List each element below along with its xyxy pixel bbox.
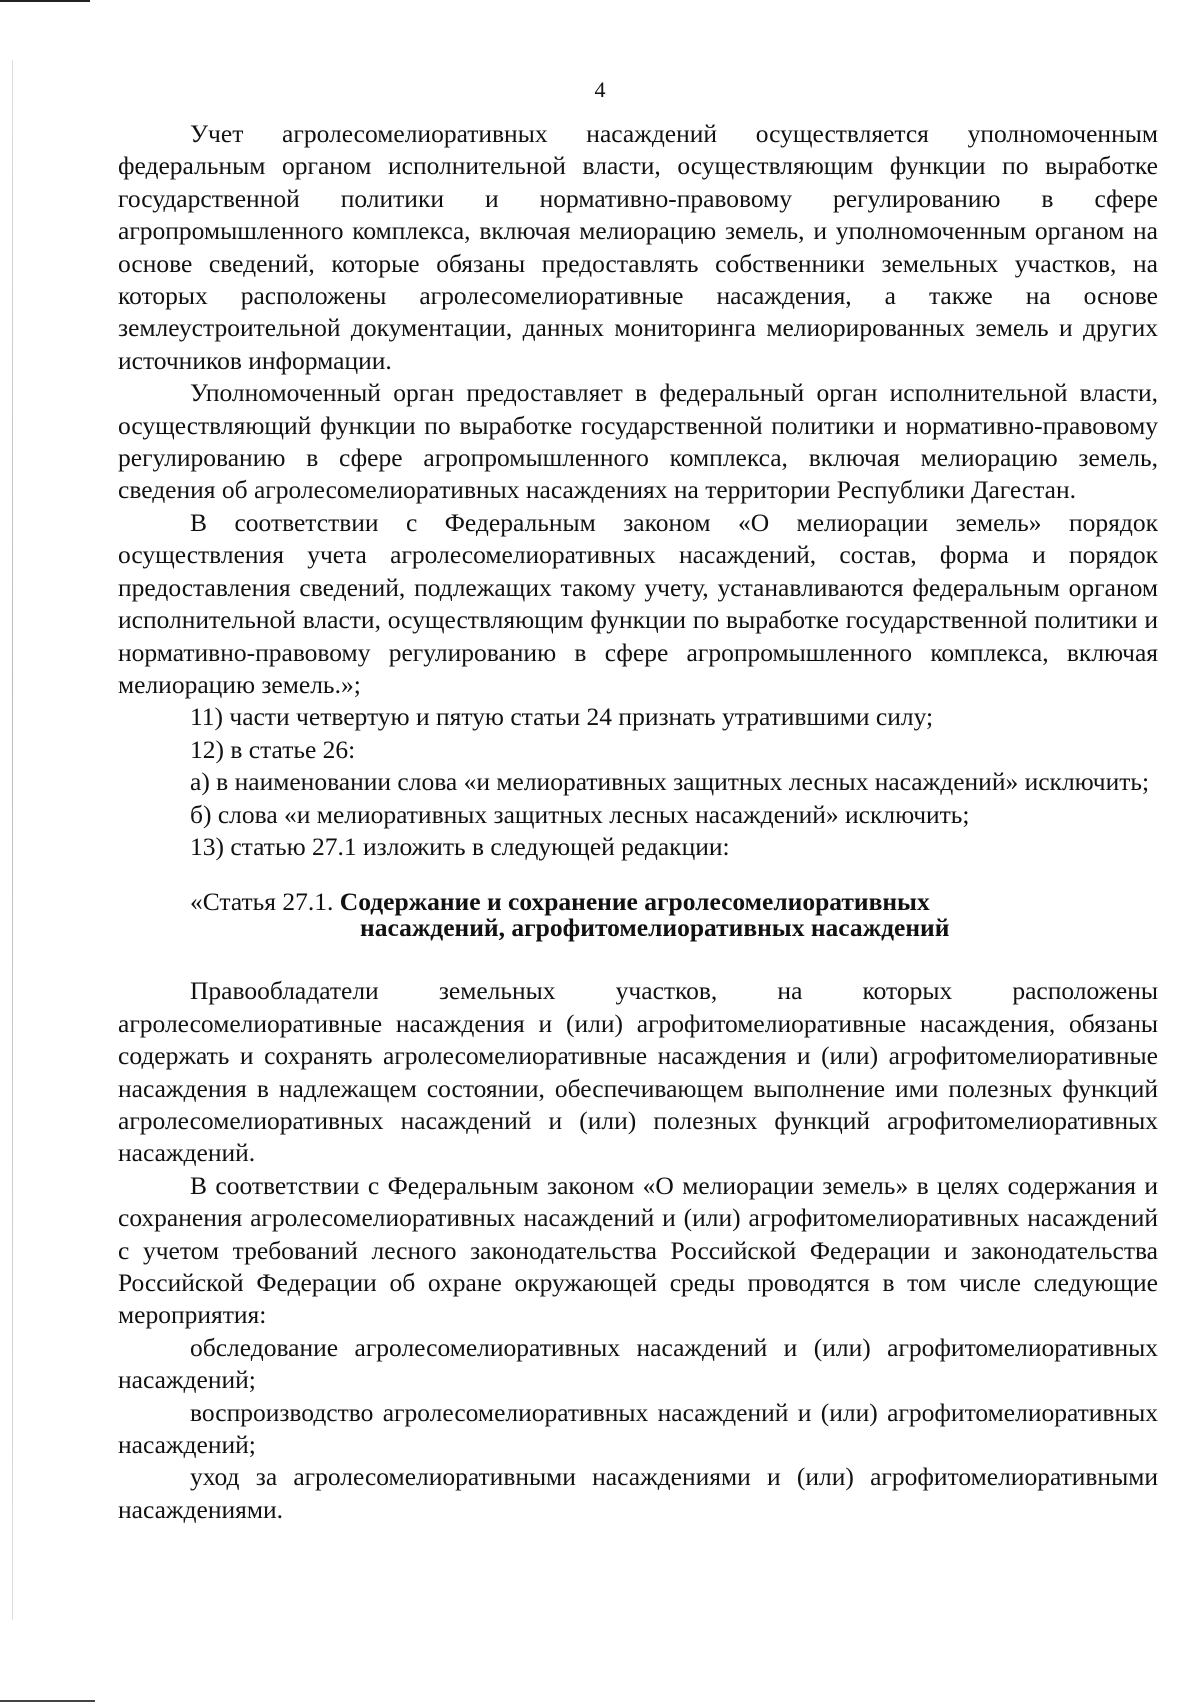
amendment-item-12: 12) в статье 26: (190, 734, 356, 764)
paragraph-federal-law-accounting: В соответствии с Федеральным законом «О мелиорации земель» порядок осуществления учета агролесомелиоративных насаждений, состав, форма и порядок предоставления сведений, подлежащих такому учету, устанавливаются федеральным органом исполнительной власти, осуществляющим функции по выработке государственной политики и нормативно-правовому регулированию в сфере агропромышленного комплекса, включая мелиорацию земель.»; (118, 507, 1158, 699)
document-body (118, 118, 1158, 1526)
measure-care: уход за агролесомелиоративными насаждениями и (или) агрофитомелиоративными насаждениями. (118, 1462, 1158, 1524)
measure-survey: обследование агролесомелиоративных насаждений и (или) агрофитомелиоративных насаждений; (118, 1332, 1158, 1395)
amendment-item-12a: а) в наименовании слова «и мелиоративных защитных лесных насаждений» исключить; (190, 767, 1150, 797)
page-number: 4 (594, 77, 606, 102)
amendment-item-13: 13) статью 27.1 изложить в следующей редакции: (190, 831, 730, 861)
article-title-line2: насаждений, агрофитомелиоративных насаждений (360, 913, 950, 943)
paragraph-right-holders: Правообладатели земельных участков, на которых расположены агролесомелиоративные насаждения и (или) агрофитомелиоративные насаждения, обязаны содержать и сохранять агролесомелиоративные насаждения и (или) агрофитомелиоративные насаждения в надлежащем состоянии, обеспечивающем выполнение ими полезных функций агролесомелиоративных насаждений и (или) полезных функций агрофитомелиоративных насаждений. (118, 976, 1158, 1168)
scan-artifact-left-edge (12, 60, 13, 1620)
article-heading (118, 889, 1158, 941)
amendment-item-11: 11) части четвертую и пятую статьи 24 признать утратившими силу; (190, 702, 934, 732)
paragraph-authorized-body: Уполномоченный орган предоставляет в федеральный орган исполнительной власти, осуществляющий функции по выработке государственной политики и нормативно-правовому регулированию в сфере агропромышленного комплекса, включая мелиорацию земель, сведения об агролесомелиоративных насаждениях на территории Республики Дагестан. (118, 378, 1158, 505)
measure-reproduction: воспроизводство агролесомелиоративных насаждений и (или) агрофитомелиоративных насаждений; (118, 1397, 1158, 1460)
amendment-item-12b: б) слова «и мелиоративных защитных лесных насаждений» исключить; (190, 799, 970, 829)
paragraph-federal-law-measures: В соответствии с Федеральным законом «О мелиорации земель» в целях содержания и сохранения агролесомелиоративных насаждений и (или) агрофитомелиоративных насаждений с учетом требований лесного законодательства Российской Федерации и законодательства Российской Федерации об охране окружающей среды проводятся в том числе следующие мероприятия: (118, 1170, 1158, 1330)
scan-artifact-bottom (0, 1700, 95, 1702)
article-number: «Статья 27.1. (190, 887, 334, 917)
paragraph-accounting: Учет агролесомелиоративных насаждений осуществляется уполномоченным федеральным органом исполнительной власти, осуществляющим функции по выработке государственной политики и нормативно-правовому регулированию в сфере агропромышленного комплекса, включая мелиорацию земель, и уполномоченным органом на основе сведений, которые обязаны предоставлять собственники земельных участков, на которых расположены агролесомелиоративные насаждения, а также на основе землеустроительной документации, данных мониторинга мелиорированных земель и других источников информации. (118, 119, 1158, 375)
article-title-line1: Содержание и сохранение агролесомелиоративных (339, 887, 930, 917)
scan-artifact-top (0, 0, 90, 2)
